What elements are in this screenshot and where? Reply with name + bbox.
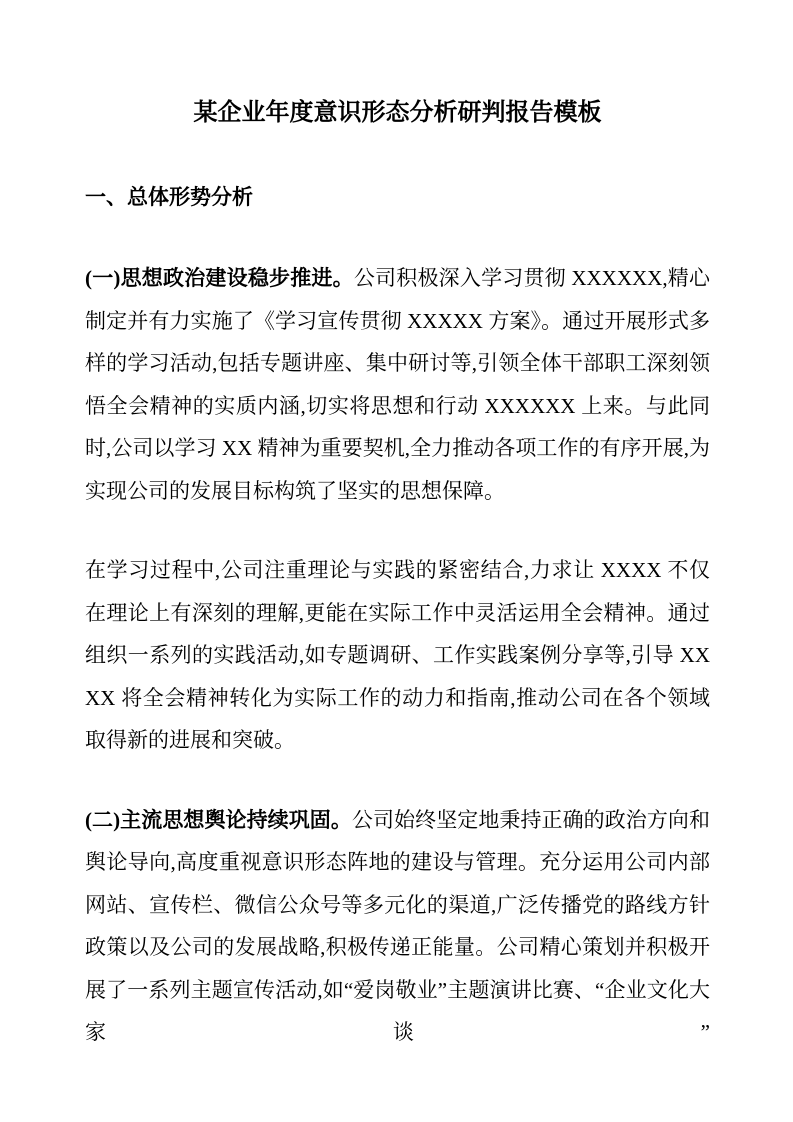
paragraph-3-bold-lead: (二)主流思想舆论持续巩固。 xyxy=(85,807,352,832)
paragraph-3 xyxy=(85,799,710,1054)
paragraph-3-text: 公司始终坚定地秉持正确的政治方向和舆论导向,高度重视意识形态阵地的建设与管理。充分运用公司内部网站、宣传栏、微信公众号等多元化的渠道,广泛传播党的路线方针政策以及公司的发展战略,积极传递正能量。公司精心策划并积极开展了一系列主题宣传活动,如“爱岗敬业”主题演讲比赛、“企业文化大家谈” xyxy=(85,807,710,1044)
paragraph-2 xyxy=(85,549,710,762)
paragraph-2-text: 在学习过程中,公司注重理论与实践的紧密结合,力求让 XXXX 不仅在理论上有深刻的理解,更能在实际工作中灵活运用全会精神。通过组织一系列的实践活动,如专题调研、工作实践案例分享等,引导 XXXX 将全会精神转化为实际工作的动力和指南,推动公司在各个领域取得新的进展和突破。 xyxy=(85,558,710,752)
paragraph-1-bold-lead: (一)思想政治建设稳步推进。 xyxy=(85,266,354,290)
document-title: 某企业年度意识形态分析研判报告模板 xyxy=(193,100,602,126)
paragraph-1 xyxy=(85,257,710,512)
section-heading: 一、总体形势分析 xyxy=(85,185,253,209)
paragraph-1-text: 公司积极深入学习贯彻 XXXXXX,精心制定并有力实施了《学习宣传贯彻 XXXXX 方案》。通过开展形式多样的学习活动,包括专题讲座、集中研讨等,引领全体干部职工深刻领悟全会精神的实质内涵,切实将思想和行动 XXXXXX 上来。与此同时,公司以学习 XX 精神为重要契机,全力推动各项工作的有序开展,为实现公司的发展目标构筑了坚实的思想保障。 xyxy=(85,266,710,503)
